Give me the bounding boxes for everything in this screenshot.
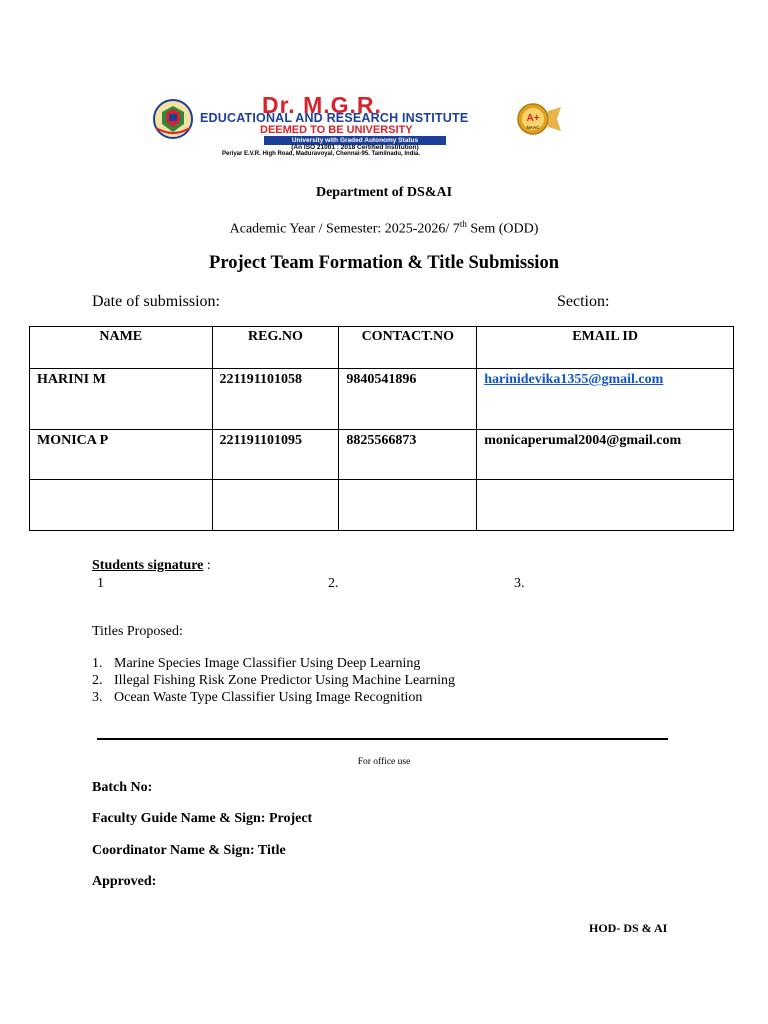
title-text: Ocean Waste Type Classifier Using Image Recognition xyxy=(114,690,423,705)
signature-slot-1: 1 xyxy=(97,576,104,591)
student-contact: 8825566873 xyxy=(339,430,477,480)
office-use-label: For office use xyxy=(357,757,411,767)
academic-year xyxy=(0,219,768,238)
student-regno: 221191101095 xyxy=(212,430,339,480)
letterhead-address: Periyar E.V.R. High Road, Maduravoyal, Chennai-95. Tamilnadu, India. xyxy=(222,151,421,157)
signature-label-text: Students signature xyxy=(92,558,204,573)
team-table xyxy=(29,326,734,531)
title-number: 3. xyxy=(92,690,103,705)
header-regno: REG.NO xyxy=(212,327,339,369)
list-item xyxy=(92,689,455,706)
naac-badge-logo xyxy=(511,103,563,135)
office-divider xyxy=(97,738,668,740)
student-email-cell xyxy=(477,369,734,430)
header-email: EMAIL ID xyxy=(477,327,734,369)
list-item xyxy=(92,672,455,689)
student-name xyxy=(30,480,213,531)
student-contact: 9840541896 xyxy=(339,369,477,430)
table-row xyxy=(30,480,734,531)
student-email-link[interactable]: harinidevika1355@gmail.com xyxy=(484,372,664,387)
students-signature-label xyxy=(92,558,211,574)
coordinator-label: Coordinator Name & Sign: Title xyxy=(92,843,286,858)
form-title: Project Team Formation & Title Submission xyxy=(209,253,559,273)
list-item xyxy=(92,655,455,672)
student-email: monicaperumal2004@gmail.com xyxy=(477,430,734,480)
header-name: NAME xyxy=(30,327,213,369)
signature-slot-3: 3. xyxy=(514,576,525,591)
letterhead-iso: (An ISO 21001 : 2018 Certified Institution) xyxy=(291,144,419,151)
letterhead-institute: EDUCATIONAL AND RESEARCH INSTITUTE xyxy=(200,111,469,125)
title-number: 2. xyxy=(92,673,103,688)
student-regno xyxy=(212,480,339,531)
header-contact: CONTACT.NO xyxy=(339,327,477,369)
letterhead-graded-status: University with Graded Autonomy Status xyxy=(264,136,446,145)
student-name: MONICA P xyxy=(30,430,213,480)
letterhead-deemed: DEEMED TO BE UNIVERSITY xyxy=(260,124,413,136)
hod-signature-label: HOD- DS & AI xyxy=(589,921,668,935)
academic-prefix: Academic Year / Semester: 2025-2026/ 7 xyxy=(229,221,460,237)
academic-suffix: Sem (ODD) xyxy=(466,221,539,237)
academic-sup: th xyxy=(459,219,467,229)
faculty-guide-label: Faculty Guide Name & Sign: Project xyxy=(92,811,313,826)
signature-slot-2: 2. xyxy=(328,576,339,591)
table-row xyxy=(30,369,734,430)
title-text: Marine Species Image Classifier Using Deep Learning xyxy=(114,656,421,671)
naac-grade: A+ xyxy=(526,113,540,124)
batch-no-label: Batch No: xyxy=(92,780,153,795)
student-contact xyxy=(339,480,477,531)
student-email xyxy=(477,480,734,531)
naac-label: NAAC xyxy=(526,125,540,130)
university-crest-logo xyxy=(148,98,198,140)
letterhead-name: Dr. M.G.R. xyxy=(262,92,382,118)
student-name: HARINI M xyxy=(30,369,213,430)
table-header-row xyxy=(30,327,734,369)
table-row xyxy=(30,430,734,480)
title-text: Illegal Fishing Risk Zone Predictor Using Machine Learning xyxy=(114,673,455,688)
student-regno: 221191101058 xyxy=(212,369,339,430)
titles-list xyxy=(92,655,455,706)
approved-label: Approved: xyxy=(92,874,157,889)
titles-proposed-label: Titles Proposed: xyxy=(92,624,183,639)
signature-colon: : xyxy=(203,558,211,573)
date-of-submission-label: Date of submission: xyxy=(92,293,220,310)
section-label: Section: xyxy=(557,293,610,310)
title-number: 1. xyxy=(92,656,103,671)
department-heading: Department of DS&AI xyxy=(315,185,453,200)
